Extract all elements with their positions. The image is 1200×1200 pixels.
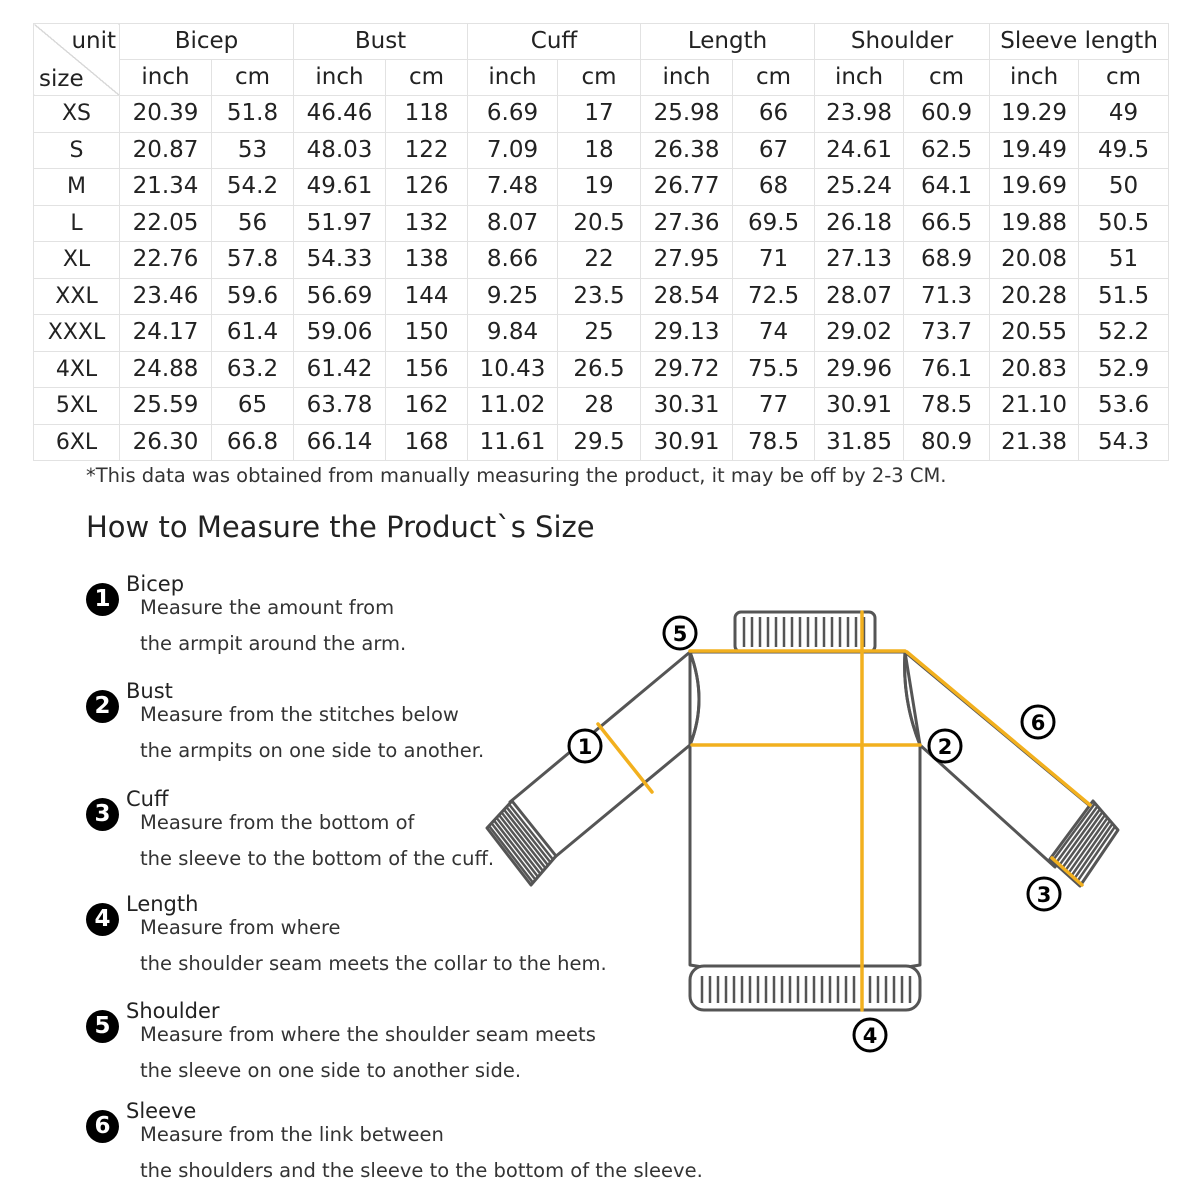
table-cell: 61.42	[294, 351, 386, 388]
table-cell: 19.69	[990, 169, 1079, 206]
table-cell: 24.17	[120, 315, 212, 352]
table-cell: 29.96	[815, 351, 904, 388]
unit-header: cm	[386, 60, 468, 96]
step-description: the sleeve on one side to another side.	[140, 1059, 522, 1082]
number-6-icon: 6	[86, 1110, 119, 1143]
table-cell: 57.8	[212, 242, 294, 279]
table-cell: 49.61	[294, 169, 386, 206]
marker-6	[1022, 706, 1054, 738]
size-chart-table	[33, 23, 1169, 461]
table-cell: 64.1	[904, 169, 990, 206]
table-cell: 9.84	[468, 315, 558, 352]
marker-4-label: 4	[862, 1024, 878, 1048]
table-cell: 7.09	[468, 132, 558, 169]
table-cell: 54.2	[212, 169, 294, 206]
table-cell: 65	[212, 388, 294, 425]
group-header-length: Length	[641, 24, 815, 60]
table-cell: 20.87	[120, 132, 212, 169]
table-cell: 74	[733, 315, 815, 352]
table-cell: 9.25	[468, 278, 558, 315]
unit-header: inch	[641, 60, 733, 96]
size-label: L	[34, 205, 120, 242]
marker-3	[1028, 878, 1060, 910]
table-cell: 122	[386, 132, 468, 169]
table-cell: 30.31	[641, 388, 733, 425]
marker-1-label: 1	[577, 735, 593, 759]
step-description: the shoulder seam meets the collar to the hem.	[140, 952, 607, 975]
table-cell: 26.18	[815, 205, 904, 242]
marker-1	[569, 730, 601, 762]
table-cell: 29.72	[641, 351, 733, 388]
table-cell: 49.5	[1079, 132, 1169, 169]
table-cell: 22.76	[120, 242, 212, 279]
table-cell: 19.29	[990, 96, 1079, 133]
table-cell: 51.8	[212, 96, 294, 133]
table-cell: 23.46	[120, 278, 212, 315]
marker-2	[929, 730, 961, 762]
table-row	[34, 242, 1169, 279]
size-label: XL	[34, 242, 120, 279]
table-cell: 52.9	[1079, 351, 1169, 388]
table-cell: 59.06	[294, 315, 386, 352]
table-row	[34, 315, 1169, 352]
how-to-measure-title: How to Measure the Product`s Size	[86, 510, 595, 544]
table-cell: 71.3	[904, 278, 990, 315]
table-cell: 138	[386, 242, 468, 279]
step-description: Measure from the link between	[140, 1123, 444, 1146]
table-cell: 28.54	[641, 278, 733, 315]
table-cell: 50.5	[1079, 205, 1169, 242]
table-cell: 30.91	[641, 424, 733, 461]
table-cell: 25.98	[641, 96, 733, 133]
corner-unit-label: unit	[71, 28, 116, 54]
group-header-shoulder: Shoulder	[815, 24, 990, 60]
size-label: XXXL	[34, 315, 120, 352]
sweater-outline-icon	[487, 612, 1118, 1010]
table-cell: 17	[558, 96, 641, 133]
table-cell: 156	[386, 351, 468, 388]
table-cell: 51.5	[1079, 278, 1169, 315]
size-label: 4XL	[34, 351, 120, 388]
table-cell: 78.5	[733, 424, 815, 461]
table-cell: 67	[733, 132, 815, 169]
table-cell: 27.36	[641, 205, 733, 242]
table-row	[34, 169, 1169, 206]
unit-header: inch	[294, 60, 386, 96]
table-cell: 19	[558, 169, 641, 206]
step-description: the armpits on one side to another.	[140, 739, 485, 762]
unit-header: cm	[558, 60, 641, 96]
table-cell: 66.5	[904, 205, 990, 242]
table-cell: 26.77	[641, 169, 733, 206]
table-cell: 61.4	[212, 315, 294, 352]
table-cell: 20.5	[558, 205, 641, 242]
table-cell: 7.48	[468, 169, 558, 206]
table-cell: 8.66	[468, 242, 558, 279]
table-cell: 66.14	[294, 424, 386, 461]
table-corner-header	[34, 24, 120, 96]
table-cell: 132	[386, 205, 468, 242]
step-title: Shoulder	[126, 999, 220, 1023]
table-cell: 144	[386, 278, 468, 315]
table-cell: 62.5	[904, 132, 990, 169]
unit-header: inch	[990, 60, 1079, 96]
table-cell: 26.5	[558, 351, 641, 388]
table-cell: 8.07	[468, 205, 558, 242]
unit-header: inch	[815, 60, 904, 96]
table-cell: 63.2	[212, 351, 294, 388]
number-5-icon: 5	[86, 1010, 119, 1043]
table-cell: 56	[212, 205, 294, 242]
marker-6-label: 6	[1030, 711, 1046, 735]
unit-header: inch	[468, 60, 558, 96]
table-cell: 21.10	[990, 388, 1079, 425]
measurement-note: *This data was obtained from manually measuring the product, it may be off by 2-3 CM.	[86, 464, 947, 487]
table-cell: 22.05	[120, 205, 212, 242]
table-cell: 18	[558, 132, 641, 169]
table-cell: 11.61	[468, 424, 558, 461]
step-description: the shoulders and the sleeve to the bottom of the sleeve.	[140, 1159, 703, 1182]
table-cell: 24.61	[815, 132, 904, 169]
step-description: Measure from where	[140, 916, 341, 939]
table-cell: 25.59	[120, 388, 212, 425]
table-cell: 21.38	[990, 424, 1079, 461]
table-row	[34, 205, 1169, 242]
table-cell: 20.55	[990, 315, 1079, 352]
table-cell: 6.69	[468, 96, 558, 133]
table-cell: 60.9	[904, 96, 990, 133]
table-cell: 49	[1079, 96, 1169, 133]
group-header-bust: Bust	[294, 24, 468, 60]
table-cell: 46.46	[294, 96, 386, 133]
size-label: 6XL	[34, 424, 120, 461]
table-cell: 51	[1079, 242, 1169, 279]
table-cell: 72.5	[733, 278, 815, 315]
step-title: Sleeve	[126, 1099, 197, 1123]
step-title: Bicep	[126, 572, 185, 596]
marker-4	[854, 1019, 886, 1051]
table-row	[34, 351, 1169, 388]
table-cell: 51.97	[294, 205, 386, 242]
table-row	[34, 424, 1169, 461]
step-description: Measure the amount from	[140, 596, 395, 619]
table-cell: 80.9	[904, 424, 990, 461]
table-cell: 25	[558, 315, 641, 352]
table-cell: 19.49	[990, 132, 1079, 169]
table-row	[34, 96, 1169, 133]
table-cell: 73.7	[904, 315, 990, 352]
table-cell: 10.43	[468, 351, 558, 388]
table-cell: 20.39	[120, 96, 212, 133]
sweater-measurement-diagram	[470, 590, 1140, 1060]
table-cell: 27.13	[815, 242, 904, 279]
table-cell: 11.02	[468, 388, 558, 425]
table-cell: 78.5	[904, 388, 990, 425]
table-cell: 24.88	[120, 351, 212, 388]
table-cell: 20.08	[990, 242, 1079, 279]
table-cell: 20.28	[990, 278, 1079, 315]
table-cell: 20.83	[990, 351, 1079, 388]
marker-3-label: 3	[1036, 883, 1052, 907]
size-label: 5XL	[34, 388, 120, 425]
table-cell: 29.5	[558, 424, 641, 461]
table-cell: 25.24	[815, 169, 904, 206]
table-cell: 76.1	[904, 351, 990, 388]
group-header-cuff: Cuff	[468, 24, 641, 60]
unit-header: inch	[120, 60, 212, 96]
marker-5-label: 5	[672, 622, 688, 646]
table-cell: 23.98	[815, 96, 904, 133]
table-cell: 54.33	[294, 242, 386, 279]
unit-header: cm	[212, 60, 294, 96]
group-header-bicep: Bicep	[120, 24, 294, 60]
size-label: XXL	[34, 278, 120, 315]
size-label: XS	[34, 96, 120, 133]
table-cell: 168	[386, 424, 468, 461]
table-cell: 53	[212, 132, 294, 169]
table-cell: 162	[386, 388, 468, 425]
size-label: S	[34, 132, 120, 169]
unit-header: cm	[904, 60, 990, 96]
marker-2-label: 2	[937, 735, 953, 759]
table-cell: 71	[733, 242, 815, 279]
table-cell: 59.6	[212, 278, 294, 315]
table-cell: 150	[386, 315, 468, 352]
table-cell: 21.34	[120, 169, 212, 206]
table-row	[34, 278, 1169, 315]
step-title: Bust	[126, 679, 173, 703]
table-cell: 126	[386, 169, 468, 206]
number-3-icon: 3	[86, 798, 119, 831]
table-cell: 29.02	[815, 315, 904, 352]
number-2-icon: 2	[86, 690, 119, 723]
table-cell: 54.3	[1079, 424, 1169, 461]
table-cell: 75.5	[733, 351, 815, 388]
unit-header: cm	[733, 60, 815, 96]
table-cell: 30.91	[815, 388, 904, 425]
table-row	[34, 388, 1169, 425]
table-cell: 50	[1079, 169, 1169, 206]
unit-header: cm	[1079, 60, 1169, 96]
table-cell: 26.30	[120, 424, 212, 461]
number-4-icon: 4	[86, 903, 119, 936]
group-header-sleeve-length: Sleeve length	[990, 24, 1169, 60]
table-cell: 31.85	[815, 424, 904, 461]
table-cell: 66	[733, 96, 815, 133]
table-cell: 68.9	[904, 242, 990, 279]
table-row	[34, 132, 1169, 169]
table-cell: 23.5	[558, 278, 641, 315]
number-1-icon: 1	[86, 583, 119, 616]
table-cell: 68	[733, 169, 815, 206]
table-cell: 63.78	[294, 388, 386, 425]
table-cell: 28	[558, 388, 641, 425]
step-description: Measure from the stitches below	[140, 703, 459, 726]
table-cell: 22	[558, 242, 641, 279]
table-cell: 53.6	[1079, 388, 1169, 425]
table-cell: 56.69	[294, 278, 386, 315]
step-title: Length	[126, 892, 199, 916]
table-cell: 19.88	[990, 205, 1079, 242]
step-description: the sleeve to the bottom of the cuff.	[140, 847, 495, 870]
table-cell: 77	[733, 388, 815, 425]
step-title: Cuff	[126, 787, 169, 811]
table-cell: 69.5	[733, 205, 815, 242]
corner-size-label: size	[39, 66, 84, 92]
size-label: M	[34, 169, 120, 206]
table-cell: 66.8	[212, 424, 294, 461]
table-cell: 29.13	[641, 315, 733, 352]
step-description: the armpit around the arm.	[140, 632, 407, 655]
table-cell: 118	[386, 96, 468, 133]
table-cell: 26.38	[641, 132, 733, 169]
table-cell: 27.95	[641, 242, 733, 279]
table-cell: 52.2	[1079, 315, 1169, 352]
table-cell: 48.03	[294, 132, 386, 169]
marker-5	[664, 617, 696, 649]
step-description: Measure from where the shoulder seam meets	[140, 1023, 596, 1046]
step-description: Measure from the bottom of	[140, 811, 415, 834]
table-cell: 28.07	[815, 278, 904, 315]
